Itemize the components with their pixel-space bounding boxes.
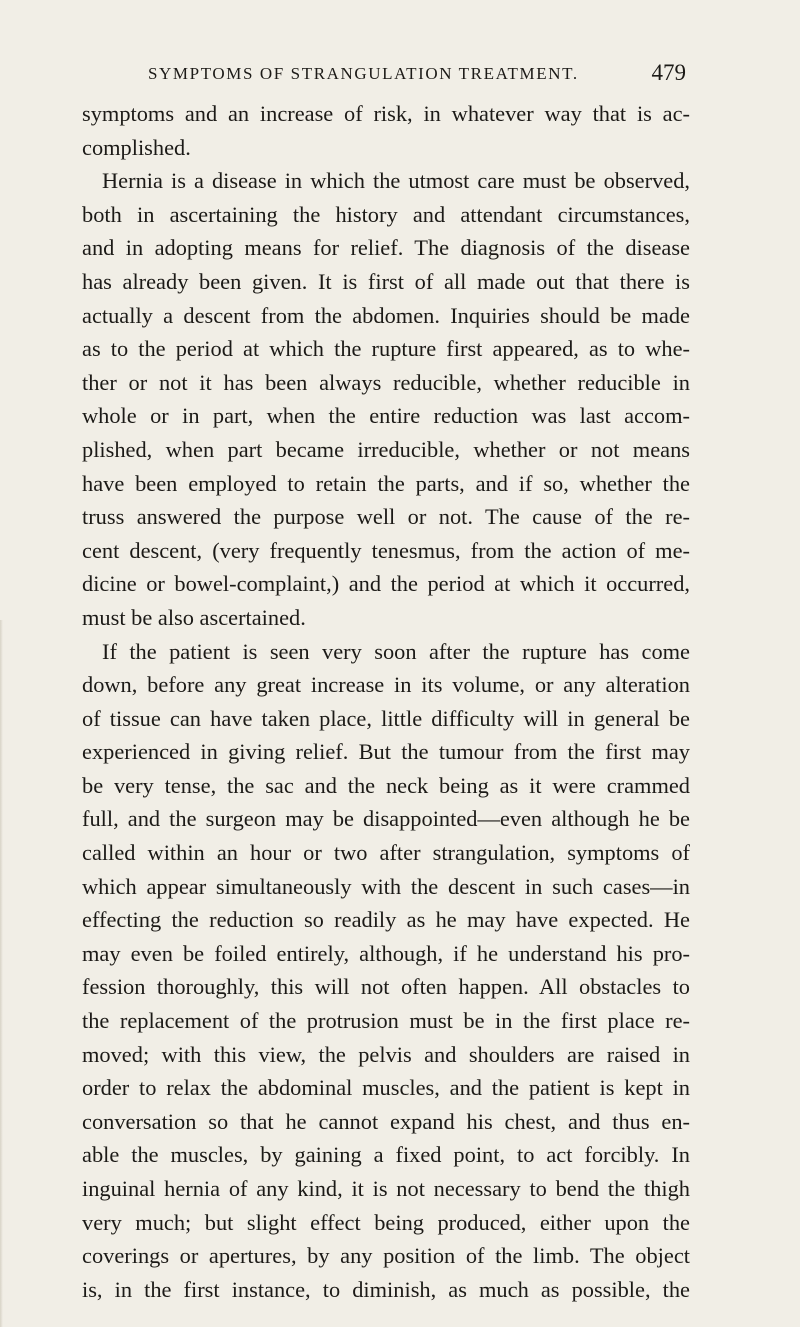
text-line: as to the period at which the rupture first appeared, as to whe- (82, 336, 690, 362)
text-line: the replacement of the protrusion must be in the first place re- (82, 1008, 690, 1034)
text-line: whole or in part, when the entire reduction was last accom- (82, 403, 690, 429)
paragraph (82, 164, 690, 634)
text-line: which appear simultaneously with the descent in such cases—in (82, 873, 690, 899)
text-line: ther or not it has been always reducible, whether reducible in (82, 369, 690, 395)
text-line: full, and the surgeon may be disappointed—even although he be (82, 806, 690, 832)
text-line: dicine or bowel-complaint,) and the period at which it occurred, (82, 571, 690, 597)
text-line: able the muscles, by gaining a fixed point, to act forcibly. In (82, 1142, 690, 1168)
page-number: 479 (651, 60, 686, 85)
text-line: must be also ascertained. (82, 604, 306, 630)
text-line: be very tense, the sac and the neck being as it were crammed (82, 772, 690, 798)
text-line: cent descent, (very frequently tenesmus, from the action of me- (82, 537, 690, 563)
paragraph (82, 635, 690, 1307)
text-line: symptoms and an increase of risk, in whatever way that is ac- (82, 101, 690, 126)
text-line: experienced in giving relief. But the tumour from the first may (82, 739, 690, 765)
running-title: SYMPTOMS OF STRANGULATION TREATMENT. (148, 64, 579, 83)
text-line: Hernia is a disease in which the utmost care must be observed, (102, 168, 690, 194)
text-line: very much; but slight effect being produced, either upon the (82, 1209, 690, 1235)
text-line: inguinal hernia of any kind, it is not necessary to bend the thigh (82, 1176, 690, 1201)
text-line: complished. (82, 134, 191, 160)
text-line: conversation so that he cannot expand his chest, and thus en- (82, 1108, 690, 1134)
text-line: order to relax the abdominal muscles, and the patient is kept in (82, 1075, 690, 1101)
text-line: effecting the reduction so readily as he may have expected. He (82, 907, 690, 933)
text-line: has already been given. It is first of all made out that there is (82, 268, 690, 294)
page-edge-shadow (0, 620, 3, 1327)
text-line: may even be foiled entirely, although, if he understand his pro- (82, 940, 690, 966)
text-line: down, before any great increase in its volume, or any alteration (82, 672, 690, 698)
body-text (82, 97, 690, 1306)
text-line: and in adopting means for relief. The diagnosis of the disease (82, 235, 690, 261)
running-head (148, 60, 686, 90)
text-line: have been employed to retain the parts, and if so, whether the (82, 470, 690, 496)
text-line: coverings or apertures, by any position of the limb. The object (82, 1243, 690, 1269)
text-line: called within an hour or two after strangulation, symptoms of (82, 840, 690, 866)
text-line: moved; with this view, the pelvis and shoulders are raised in (82, 1041, 690, 1067)
paragraph (82, 97, 690, 164)
text-line: fession thoroughly, this will not often happen. All obstacles to (82, 974, 690, 1000)
text-line: truss answered the purpose well or not. The cause of the re- (82, 504, 690, 530)
text-line: actually a descent from the abdomen. Inquiries should be made (82, 302, 690, 328)
text-line: plished, when part became irreducible, whether or not means (82, 436, 690, 462)
text-line: If the patient is seen very soon after the rupture has come (102, 638, 690, 664)
text-line: is, in the first instance, to diminish, as much as possible, the (82, 1276, 690, 1302)
text-line: both in ascertaining the history and attendant circumstances, (82, 201, 690, 227)
text-line: of tissue can have taken place, little difficulty will in general be (82, 705, 690, 731)
